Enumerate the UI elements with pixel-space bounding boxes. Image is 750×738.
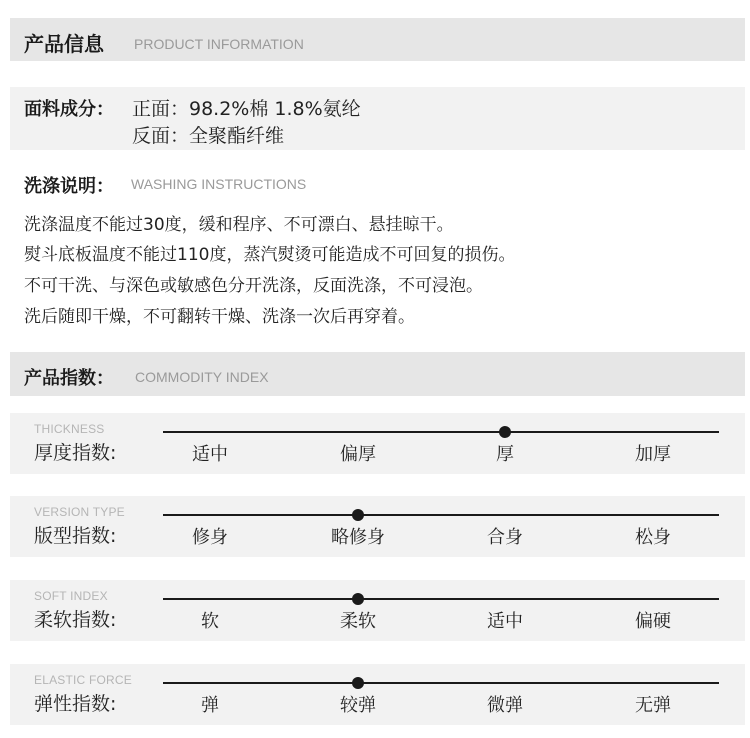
index-option-label: 厚 xyxy=(496,444,514,465)
index-option-label: 较弹 xyxy=(340,695,376,716)
index-row xyxy=(10,664,745,725)
product-info-header xyxy=(10,18,745,61)
fabric-front: 正面：98.2%棉 1.8%氨纶 xyxy=(132,98,361,120)
index-option-label: 偏厚 xyxy=(340,444,376,465)
index-option-label: 软 xyxy=(201,611,219,632)
index-option-label: 适中 xyxy=(192,444,228,465)
product-info-subtitle: PRODUCT INFORMATION xyxy=(134,36,304,52)
index-row-label: 厚度指数: xyxy=(34,442,117,464)
index-row-label: 柔软指数: xyxy=(34,609,117,631)
index-option-label: 无弹 xyxy=(635,695,671,716)
washing-label: 洗涤说明： xyxy=(24,176,114,197)
index-option-label: 弹 xyxy=(201,695,219,716)
product-info-title: 产品信息 xyxy=(24,32,104,56)
index-row-english-label: SOFT INDEX xyxy=(34,589,108,603)
washing-line: 洗后随即干燥，不可翻转干燥、洗涤一次后再穿着。 xyxy=(24,307,415,327)
index-scale-line xyxy=(163,598,719,600)
index-row-label: 版型指数: xyxy=(34,525,117,547)
index-option-label: 合身 xyxy=(487,527,523,548)
commodity-index-subtitle: COMMODITY INDEX xyxy=(135,369,269,385)
index-row xyxy=(10,496,745,557)
index-option-label: 偏硬 xyxy=(635,611,671,632)
commodity-index-label: 产品指数： xyxy=(24,368,114,389)
index-row-english-label: THICKNESS xyxy=(34,422,105,436)
index-option-label: 加厚 xyxy=(635,444,671,465)
washing-subtitle: WASHING INSTRUCTIONS xyxy=(131,176,307,192)
index-row xyxy=(10,580,745,641)
index-selected-dot xyxy=(499,426,511,438)
index-row xyxy=(10,413,745,474)
index-selected-dot xyxy=(352,677,364,689)
washing-line: 熨斗底板温度不能过110度，蒸汽熨烫可能造成不可回复的损伤。 xyxy=(24,245,516,265)
fabric-back: 反面：全聚酯纤维 xyxy=(132,125,285,147)
index-option-label: 修身 xyxy=(192,527,228,548)
index-option-label: 柔软 xyxy=(340,611,376,632)
index-selected-dot xyxy=(352,509,364,521)
index-row-english-label: VERSION TYPE xyxy=(34,505,125,519)
fabric-label: 面料成分： xyxy=(24,99,114,120)
index-scale-line xyxy=(163,514,719,516)
washing-line: 洗涤温度不能过30度，缓和程序、不可漂白、悬挂晾干。 xyxy=(24,215,454,235)
commodity-index-header xyxy=(10,352,745,396)
index-scale-line xyxy=(163,682,719,684)
index-option-label: 松身 xyxy=(635,527,671,548)
index-row-english-label: ELASTIC FORCE xyxy=(34,673,132,687)
index-option-label: 微弹 xyxy=(487,695,523,716)
index-option-label: 略修身 xyxy=(331,527,385,548)
washing-line: 不可干洗、与深色或敏感色分开洗涤，反面洗涤，不可浸泡。 xyxy=(24,276,483,296)
index-selected-dot xyxy=(352,593,364,605)
index-option-label: 适中 xyxy=(487,611,523,632)
index-row-label: 弹性指数: xyxy=(34,693,117,715)
index-scale-line xyxy=(163,431,719,433)
fabric-section xyxy=(10,87,745,150)
